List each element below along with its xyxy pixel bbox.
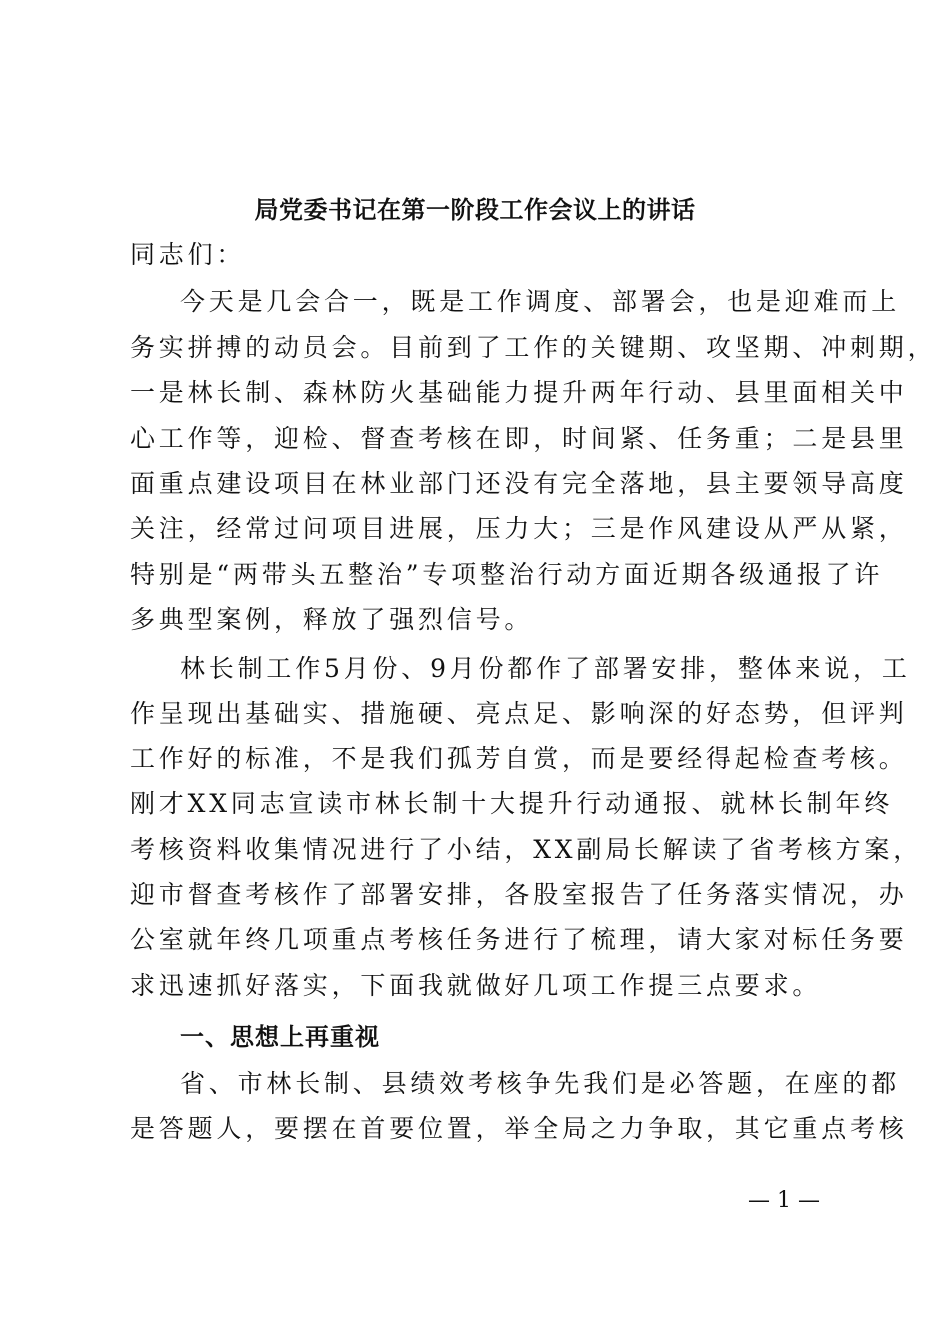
- paragraph-1-line-7: 特别是“两带头五整治”专项整治行动方面近期各级通报了许: [130, 560, 884, 589]
- paragraph-1-line-1: 今天是几会合一，既是工作调度、部署会，也是迎难而上: [180, 287, 901, 316]
- paragraph-2-line-4: 刚才XX同志宣读市林长制十大提升行动通报、就林长制年终: [130, 789, 894, 818]
- paragraph-1-line-3: 一是林长制、森林防火基础能力提升两年行动、县里面相关中: [130, 378, 908, 407]
- salutation: 同志们：: [130, 240, 246, 269]
- paragraph-1-line-5: 面重点建设项目在林业部门还没有完全落地，县主要领导高度: [130, 469, 908, 498]
- paragraph-2-line-8: 求迅速抓好落实，下面我就做好几项工作提三点要求。: [130, 971, 822, 1000]
- paragraph-1-line-4: 心工作等，迎检、督查考核在即，时间紧、任务重；二是县里: [130, 424, 908, 453]
- paragraph-1-line-8: 多典型案例，释放了强烈信号。: [130, 605, 534, 634]
- paragraph-2-line-3: 工作好的标准，不是我们孤芳自赏，而是要经得起检查考核。: [130, 744, 908, 773]
- section-paragraph-line-2: 是答题人，要摆在首要位置，举全局之力争取，其它重点考核: [130, 1114, 908, 1143]
- paragraph-2-line-7: 公室就年终几项重点考核任务进行了梳理，请大家对标任务要: [130, 925, 908, 954]
- paragraph-2-line-5: 考核资料收集情况进行了小结，XX副局长解读了省考核方案，: [130, 835, 922, 864]
- document-title: 局党委书记在第一阶段工作会议上的讲话: [254, 195, 696, 224]
- paragraph-2-line-6: 迎市督查考核作了部署安排，各股室报告了任务落实情况，办: [130, 880, 908, 909]
- section-paragraph-line-1: 省、市林长制、县绩效考核争先我们是必答题，在座的都: [180, 1069, 901, 1098]
- page-number: — 1 —: [748, 1188, 820, 1213]
- paragraph-2-line-1: 林长制工作5月份、9月份都作了部署安排，整体来说，工: [180, 654, 911, 683]
- paragraph-1-line-2: 务实拼搏的动员会。目前到了工作的关键期、攻坚期、冲刺期，: [130, 333, 937, 362]
- paragraph-1-line-6: 关注，经常过问项目进展，压力大；三是作风建设从严从紧，: [130, 514, 908, 543]
- section-heading: 一、思想上再重视: [180, 1023, 380, 1051]
- paragraph-2-line-2: 作呈现出基础实、措施硬、亮点足、影响深的好态势，但评判: [130, 699, 908, 728]
